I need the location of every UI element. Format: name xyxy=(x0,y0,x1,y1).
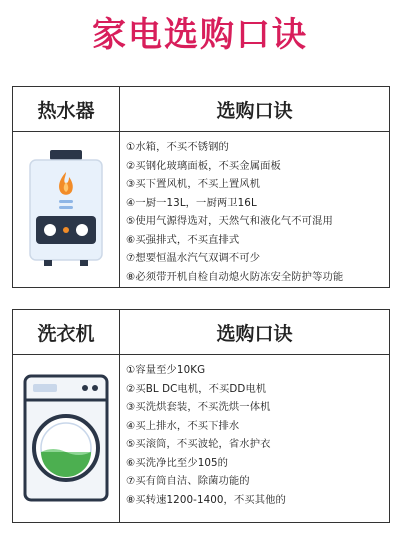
tip-item: ⑥买强排式，不买直排式 xyxy=(126,233,240,246)
tip-item: ③买洗烘套装，不买洗烘一体机 xyxy=(126,401,271,413)
page-title: 家电选购口诀 xyxy=(92,15,308,55)
tip-item: ②买钢化玻璃面板，不买金属面板 xyxy=(126,159,281,172)
washing-machine-icon xyxy=(23,374,109,504)
category-label: 热水器 xyxy=(13,87,120,131)
tip-item: ⑧必须带开机自检自动熄火防冻安全防护等功能 xyxy=(126,270,344,283)
tip-item: ②买BL DC电机，不买DD电机 xyxy=(126,382,267,395)
tip-item: ①容量至少10KG xyxy=(126,364,206,376)
tip-item: ④买上排水，不买下排水 xyxy=(126,419,240,432)
card-header xyxy=(13,310,389,355)
tip-item: ⑤买滚筒，不买波轮，省水护衣 xyxy=(126,438,271,450)
tip-item: ①水箱，不买不锈钢的 xyxy=(126,141,229,153)
tip-item: ⑧买转速1200-1400，不买其他的 xyxy=(126,493,286,506)
tip-item: ⑥买洗净比至少105的 xyxy=(126,456,229,469)
tip-item: ⑤使用气源得选对，天然气和液化气不可混用 xyxy=(126,215,333,227)
tip-item: ④一厨一13L，一厨两卫16L xyxy=(126,196,257,209)
tip-item: ⑦买有筒自洁、除菌功能的 xyxy=(126,475,250,487)
category-label: 洗衣机 xyxy=(13,310,120,354)
tips-list xyxy=(120,355,389,522)
tips-list xyxy=(120,132,389,287)
water-heater-card xyxy=(12,86,390,288)
tip-item: ⑦想要恒温水汽气双调不可少 xyxy=(126,252,261,264)
washing-machine-card xyxy=(12,309,390,523)
water-heater-icon xyxy=(26,150,106,270)
tip-item: ③买下置风机，不买上置风机 xyxy=(126,178,261,190)
tips-header: 选购口诀 xyxy=(216,99,293,122)
card-header xyxy=(13,87,389,132)
tips-header: 选购口诀 xyxy=(216,322,293,345)
